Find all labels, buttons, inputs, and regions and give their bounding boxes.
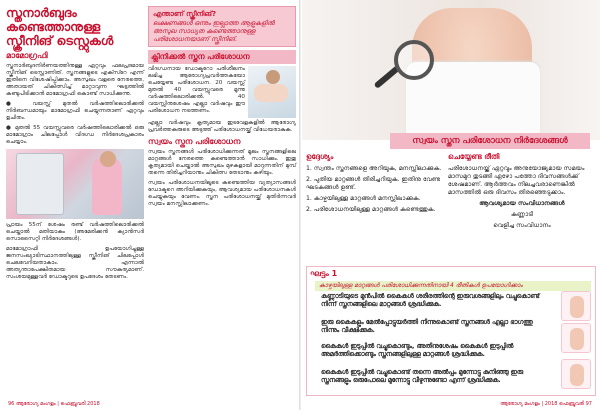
purpose-item: 1. സ്വന്തം സ്തനങ്ങളെ അറിയുക, മനസ്സിലാക്കുക. [306, 165, 442, 172]
clinical-paragraph-1: വിദഗ്ധനായ ഡോക്ടറോ പരിശീലനം ലഭിച്ച ആരോഗ്യപ്രവർത്തകയോ ചെയ്യേണ്ട പരിശോധന. 20 വയസ്സ് മുതൽ 40 വയസ്സുവരെ മൂന്നു വർഷത്തിലൊരിക്കൽ. 40 വയസ്സിനുശേഷം എല്ലാ വർഷവും ഈ പരിശോധന നടത്തണം. [148, 66, 245, 114]
step-1-subtitle: കാഴ്ചയിലുള്ള മാറ്റങ്ങൾ പരിശോധിക്കുന്നതിനായി 4 രീതികൾ ഉപയോഗിക്കാം [315, 281, 591, 291]
left-footer-text: ആരോഗ്യ മംഗളം | ഫെബ്രുവരി 2018 [15, 401, 100, 407]
step-figure-icon [561, 359, 591, 389]
step-instruction: കണ്ണാടിയുടെ മുൻപിൽ കൈകൾ ശരീരത്തിന്റെ ഇരുവശങ്ങളിലും വച്ചുകൊണ്ട് നിന്ന് സ്തനങ്ങളിലെ മാറ്റങ്ങൾ ശ്രദ്ധിക്കുക. [321, 293, 540, 308]
purpose-heading: ഉദ്ദേശ്യം [306, 152, 334, 161]
right-page-number: 97 [585, 401, 592, 407]
step-instruction: കൈകൾ ഇടുപ്പിൽ വച്ചുകൊണ്ട് തന്നെ അൽപ്പം മുന്നോട്ടു കുനിഞ്ഞു ഇരു സ്തനങ്ങളും ഒരുപോലെ മുന്നോട്ടു വീഴുന്നുണ്ടോ എന്ന് ശ്രദ്ധിക്കുക. [321, 369, 524, 384]
mammography-paragraph-5: മാമോഗ്രാഫി ഉപയോഗിച്ചുള്ള ജനസംഖ്യാടിസ്ഥാനത്തിലുള്ള സ്ക്രീനിങ് ചിലപ്പോൾ ചെലവേറിയതാകാം. എന്നാൽ അത്യന്താപേക്ഷിതമായ സൗകര്യമാണ്. സംശയമുള്ളവർ ഡോക്ടറുടെ ഉപദേശം തേടണം. [6, 246, 144, 280]
left-page-number: 96 [8, 401, 15, 407]
step-figure-icon [561, 323, 591, 353]
self-exam-heading: സ്വയം സ്തന പരിശോധന [148, 137, 241, 146]
clinical-paragraph-2: എല്ലാ വർഷവും കൃത്യമായ ഇടവേളകളിൽ ആരോഗ്യ പ്രവർത്തകരുടെ അടുത്ത് പരിശോധനയ്ക്ക് വിധേയരാകുക. [148, 120, 296, 133]
method-needs-heading: ആവശ്യമായ സംവിധാനങ്ങൾ [479, 200, 565, 207]
clinical-exam-heading: ക്ലിനിക്കൽ സ്തന പരിശോധന [148, 50, 296, 64]
magnifying-glass-icon [394, 40, 434, 80]
left-page-footer [8, 401, 100, 407]
mammography-paragraph-4: പ്രായം 55ന് ശേഷം രണ്ട് വർഷത്തിലൊരിക്കൽ ചെയ്താൽ മതിയാകും (അമേരിക്കൻ ക്യാൻസർ സൊസൈറ്റി നിർദേശങ്ങൾ). [6, 222, 144, 242]
section-mammography-heading: മാമോഗ്രഫി [6, 51, 48, 60]
method-need-item: കണ്ണാടി [511, 211, 533, 218]
article-title: സ്തനാർബുദം കണ്ടെത്താനുള്ള സ്ക്രീനിങ് ടെസ്റ്റുകൾ [6, 5, 114, 48]
method-paragraph: പരിശോധനയ്ക്ക് ഏറ്റവും അനുയോജ്യമായ സമയം മാസമുറ തുടങ്ങി ഏഴോ പത്തോ ദിവസങ്ങൾക്ക് ശേഷമാണ്. ആർത്തവം നിലച്ചവരാണെങ്കിൽ മാസത്തിൽ ഒരു ദിവസം തിരഞ്ഞെടുക്കാം. [448, 165, 585, 196]
left-column-2 [148, 6, 296, 211]
what-is-screening-question: എന്താണ് സ്ക്രീനിങ്? [153, 10, 217, 18]
step-instruction: ഇരു കൈകളും മേൽപ്പോട്ടുയർത്തി നിന്നുകൊണ്ട് സ്തനങ്ങൾ എല്ലാ ഭാഗത്തു നിന്നും വീക്ഷിക്കുക. [321, 319, 533, 334]
left-column-1 [6, 6, 144, 284]
step-1-label: ഘട്ടം 1 [310, 269, 338, 278]
right-page-footer [500, 401, 592, 407]
mammography-photo [6, 149, 144, 219]
right-footer-text: ആരോഗ്യ മംഗളം | 2018 ഫെബ്രുവരി [500, 401, 585, 407]
step-figure-icon [561, 291, 591, 321]
step-instruction: കൈകൾ ഇടുപ്പിൽ വച്ചുകൊണ്ടും, അതിനുശേഷം കൈകൾ ഇടുപ്പിൽ അമർത്തിക്കൊണ്ടും സ്തനങ്ങളിലുള്ള മാറ്റങ്ങൾ ശ്രദ്ധിക്കുക. [321, 343, 514, 358]
self-exam-paragraph-1: സ്വയം സ്തനങ്ങൾ പരിശോധിക്കുന്നത് മൂലം സ്തനങ്ങളിലെ മാറ്റങ്ങൾ നേരത്തെ കണ്ടെത്താൻ സാധിക്കും. ഇതു കൃത്യമായി ചെയ്താൽ അസുഖം മുഴകളായി മാറുന്നതിന് മുമ്പ് തന്നെ തിരിച്ചറിയാനും ചികിത്സ തേടാനും കഴിയും. [148, 149, 296, 176]
purpose-item: 2. പുതിയ മാറ്റങ്ങൾ തിരിച്ചറിയുക. ഇതിനു വേണ്ട ഘടകങ്ങൾ ഉണ്ട്. [306, 176, 441, 191]
method-need-item: വെളിച്ച സംവിധാനം [493, 222, 551, 229]
method-heading: ചെയ്യേണ്ട രീതി [448, 152, 500, 161]
method-column [448, 152, 596, 233]
mammography-paragraph-2: ● വയസ്സ് മുതൽ വർഷത്തിലൊരിക്കൽ നിർബന്ധമായും മാമോഗ്രഫി ചെയ്യുന്നതാണ് ഏറ്റവും ഉചിതം. [6, 101, 144, 121]
what-is-screening-box [148, 6, 296, 47]
mammography-paragraph-3: ● മുതൽ 55 വയസ്സുവരെ വർഷത്തിലൊരിക്കൽ ഒരു മാമോഗ്രാം ചിലപ്പോൾ വിദഗ്ധ നിർദേശപ്രകാരം ചെയ്യാം. [6, 125, 144, 145]
clinical-exam-photo [248, 66, 296, 118]
what-is-screening-answer: ലക്ഷണങ്ങൾ ഒന്നും ഇല്ലാത്ത ആളുകളിൽ അസുഖ സാധ്യത കണ്ടെത്താനുള്ള പരിശോധനയാണ് സ്ക്രീനിങ്. [153, 19, 275, 43]
purpose-column [306, 152, 444, 217]
step-1-box [306, 266, 596, 396]
page-gutter [299, 0, 301, 410]
self-exam-paragraph-2: സ്വയം പരിശോധനയിലൂടെ കണ്ടെത്തിയ വ്യത്യാസങ്ങൾ ഡോക്ടറെ അറിയിക്കുകയും, ആവശ്യമായ പരിശോധനകൾ ചെയ്യുകയും വേണം. സ്തന പരിശോധനയ്ക്ക് മുതിർന്നവർ സ്വയം മനസ്സിലാക്കണം. [148, 180, 296, 207]
mammography-paragraph-1: സ്തനാർബുദനിർണയത്തിനുള്ള ഏറ്റവും ഫലപ്രദമായ സ്ക്രീനിങ് ടെസ്റ്റാണിത്. സ്തനങ്ങളുടെ എക്സ്റേ എന്ന് ഇതിനെ വിശേഷിപ്പിക്കാം. അസുഖം വളരെ നേരത്തെ, അതായത് ചികിത്സിച്ച് മാറ്റാവുന്ന ഘട്ടത്തിൽ കണ്ടുപിടിക്കാൻ മാമോഗ്രഫി കൊണ്ട് സാധിക്കുന്നു. [6, 63, 144, 97]
hero-photo-magnifier [302, 0, 600, 140]
purpose-item: 1. കാഴ്ചയിലുള്ള മാറ്റങ്ങൾ മനസ്സിലാക്കുക. [306, 195, 421, 202]
purpose-item: 2. പരിശോധനയിലുള്ള മാറ്റങ്ങൾ കണ്ടെത്തുക. [306, 206, 436, 213]
self-exam-guide-banner: സ്വയം സ്തന പരിശോധന നിർദേശങ്ങൾ [390, 133, 590, 149]
